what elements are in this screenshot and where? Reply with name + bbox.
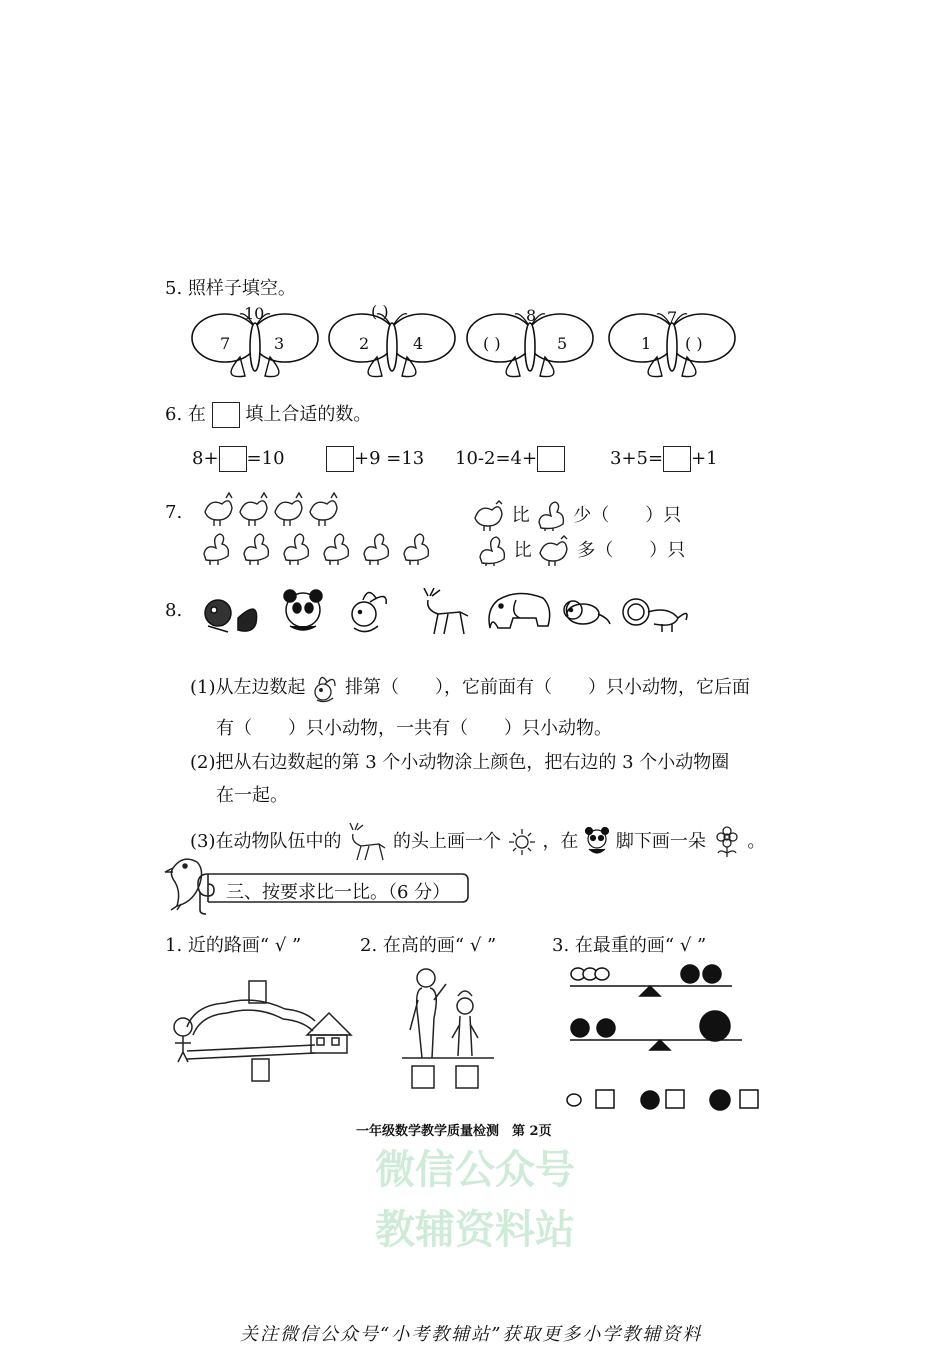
short-box [456, 1066, 478, 1088]
page-footer: 一年级数学教学质量检测 第 2页 [356, 1124, 552, 1139]
lion-icon [623, 599, 687, 632]
duck-group [198, 530, 438, 568]
butterfly-3 [465, 302, 595, 382]
panda-icon [284, 590, 322, 630]
q8-part3-mid2: ，在 [542, 831, 579, 852]
rabbit-icon [311, 672, 339, 704]
dog-icon [564, 601, 610, 624]
deer-icon [424, 588, 468, 634]
squirrel-icon [205, 600, 257, 632]
q6-eq3-pre: 10-2=4+ [455, 448, 538, 469]
q8-part1-line1 [190, 672, 750, 704]
promo-text: 关注微信公众号“小考教辅站”获取更多小学教辅资料 [240, 1324, 703, 1345]
q8-part1-line2: 有（ ）只小动物，一共有（ ）只小动物。 [216, 718, 612, 739]
section3-title: 三、按要求比一比。（6 分） [226, 882, 451, 903]
s3-q1: 1. 近的路画“ √ ” [165, 935, 302, 956]
q6-eq1 [192, 446, 285, 472]
butterfly-1-left: 7 [220, 334, 231, 353]
q6-eq1-pre: 8+ [192, 448, 219, 469]
duck-icon [476, 535, 508, 567]
watermark-bottom: 教辅资料站 [375, 1207, 575, 1253]
q6-eq3 [455, 446, 565, 472]
butterfly-3-left: ( ) [483, 334, 501, 353]
q6-eq2 [326, 446, 424, 472]
butterfly-1 [190, 302, 320, 382]
q6-eq4-pre: 3+5= [610, 448, 664, 469]
butterfly-4-left: 1 [641, 334, 652, 353]
q6-title-post: 填上合适的数。 [245, 404, 372, 425]
butterfly-1-right: 3 [274, 334, 285, 353]
butterfly-4 [607, 302, 737, 382]
q7-line1-compare: 比 [511, 505, 530, 526]
elephant-icon [489, 593, 550, 628]
road-picture [165, 975, 355, 1085]
q7-line2-compare: 比 [513, 540, 532, 561]
q7-num: 7. [165, 502, 183, 523]
butterfly-1-top: 10 [244, 304, 265, 323]
flower-icon [712, 825, 742, 859]
q7-line2 [476, 535, 685, 567]
rooster-icon [472, 500, 506, 532]
q8-part3-post: 脚下画一朵 [615, 831, 706, 852]
q6-title-pre: 6. 在 [165, 404, 206, 425]
s3-q2: 2. 在高的画“ √ ” [360, 935, 497, 956]
butterfly-2-top: ( ) [371, 302, 389, 321]
q5-title: 5. 照样子填空。 [165, 278, 296, 299]
rabbit-icon [352, 592, 386, 631]
q7-line1-answer: 少（ ）只 [573, 505, 682, 526]
deer-icon [347, 822, 387, 862]
q7-line1 [472, 500, 681, 532]
q6-eq1-post: =10 [246, 448, 285, 469]
rooster-icon [537, 535, 571, 567]
watermark-top: 微信公众号 [375, 1147, 575, 1193]
panda-icon [584, 827, 610, 857]
q8-part3-mid: 的头上画一个 [392, 831, 501, 852]
q8-part3-end: 。 [747, 831, 766, 852]
q6-eq4 [610, 446, 718, 472]
far-road-box [252, 1059, 269, 1081]
q6-eq2-post: +9 =13 [354, 448, 425, 469]
rooster-group [200, 490, 350, 530]
q8-part1-post: 排第（ ），它前面有（ ）只小动物，它后面 [344, 677, 750, 698]
scale-picture [560, 960, 770, 1115]
tall-box [412, 1066, 434, 1088]
q6-eq4-post: +1 [691, 448, 718, 469]
butterfly-3-right: 5 [557, 334, 568, 353]
butterfly-4-right: ( ) [685, 334, 703, 353]
butterfly-3-top: 8 [526, 306, 537, 325]
q6-eq4-box[interactable] [663, 446, 691, 472]
q8-part3 [190, 822, 765, 862]
duck-icon [535, 500, 567, 532]
q6-eq3-box[interactable] [537, 446, 565, 472]
height-picture [400, 960, 500, 1095]
butterfly-2 [327, 302, 457, 382]
q6-eq1-box[interactable] [219, 446, 247, 472]
sun-icon [507, 827, 537, 857]
q8-part1-pre: (1)从左边数起 [190, 677, 306, 698]
q8-part3-pre: (3)在动物队伍中的 [190, 831, 342, 852]
s3-q3: 3. 在最重的画“ √ ” [552, 935, 707, 956]
q6-title [165, 400, 371, 428]
q8-part2-line1: (2)把从右边数起的第 3 个小动物涂上颜色，把右边的 3 个小动物圈 [190, 752, 730, 773]
q8-part2-line2: 在一起。 [216, 785, 288, 806]
animal-row [198, 588, 693, 638]
butterfly-2-right: 4 [413, 334, 424, 353]
butterfly-2-left: 2 [359, 334, 370, 353]
q6-eq2-box[interactable] [326, 446, 354, 472]
butterfly-4-top: 7 [667, 308, 678, 327]
q8-num: 8. [165, 600, 183, 621]
answer-box [212, 402, 240, 428]
q7-line2-answer: 多（ ）只 [577, 540, 686, 561]
